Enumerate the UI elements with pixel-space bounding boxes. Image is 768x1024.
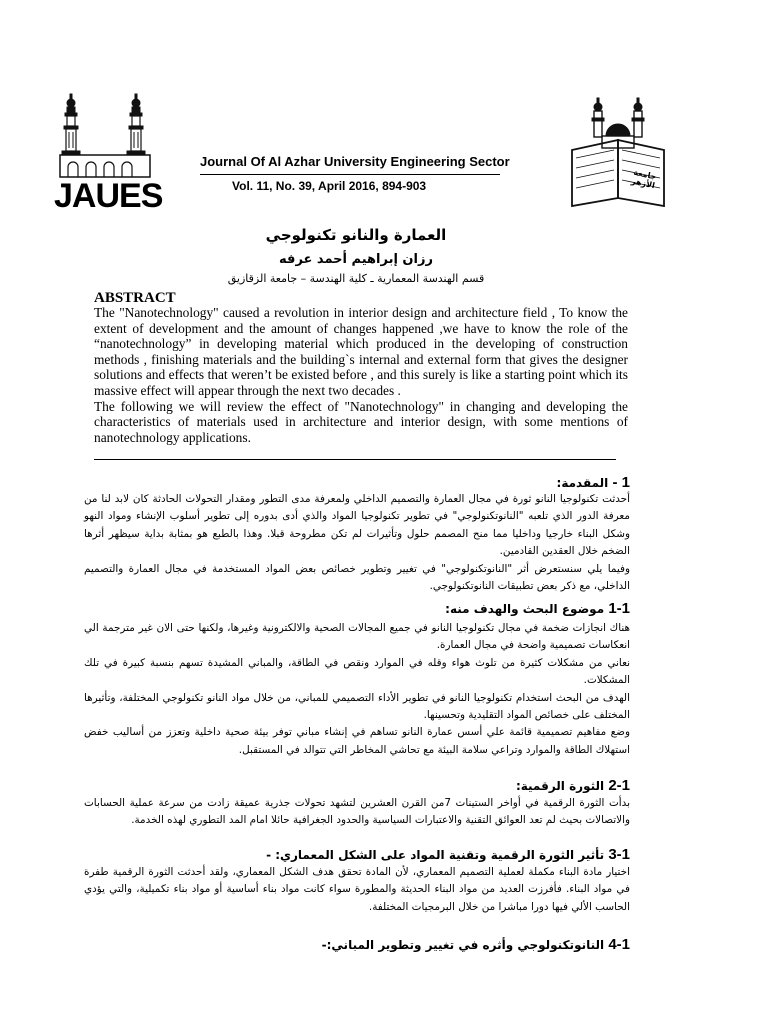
section-body-digital-revolution <box>84 795 630 830</box>
author-affiliation: قسم الهندسة المعمارية ـ كلية الهندسة – جامعة الزقازيق <box>227 272 485 285</box>
abstract-paragraph: The "Nanotechnology" caused a revolution in interior design and architecture field , To know the extent of development and the amount of changes happened ,we have to know the role of the “nanotechnology” in developing material which produced in the developing of construction methods , finishing materials and the building`s internal and external form that gives the designer solutions and effects that weren’t be existed before , and this surely is like a starting point which its massive effect will appear through the next two decades . <box>94 305 628 398</box>
section-heading-introduction <box>557 474 630 491</box>
section-title: موضوع البحث والهدف منه: <box>445 602 605 616</box>
section-paragraph: اختيار مادة البناء مكملة لعملية التصميم المعماري، لأن المادة تحقق هدف الشكل المعماري، ولقد أحدثت الثورة الرقمية طفرة في مواد البناء. فأفرزت العديد من مواد البناء الحديثة والمطورة سواء كانت مواد بناء أساسية أو مواد بناء تكميلية، والتي يؤدي الحاسب الألي فيها دورا مباشرا من خلال البرمجيات المختلفة. <box>84 866 630 913</box>
paper-title: العمارة والنانو تكنولوجي <box>265 226 447 244</box>
abstract-divider <box>94 459 616 460</box>
section-body-digital-impact <box>84 864 630 916</box>
section-paragraph: وفيما يلي سنستعرض أثر "النانوتكنولوجي" في تغيير وتطوير خصائص بعض المواد المستخدمة في مجال العمارة والتصميم الداخلي، مع ذكر بعض تطبيقات النانوتكنولوجي. <box>84 562 630 593</box>
section-paragraph: نعاني من مشكلات كثيرة من تلوث هواء وقله في الموارد ونقص في الطاقة، والمباني المشيدة تسهم بنسبة كبيرة في تلك المشكلات. <box>84 656 630 687</box>
author-name: رزان إبراهيم أحمد عرفه <box>279 252 433 267</box>
section-heading-nanotech-buildings <box>322 936 630 953</box>
section-title: المقدمة: <box>556 476 609 490</box>
jaues-logo-text: JAUES <box>54 177 163 215</box>
section-title: الثورة الرقمية: <box>515 779 605 793</box>
abstract-paragraph: The following we will review the effect of "Nanotechnology" in changing and developing the characteristics of materials used in architecture and interior design, with some mentions of nanotechnology applications. <box>94 398 628 445</box>
journal-title: Journal Of Al Azhar University Engineering Sector <box>200 154 510 169</box>
section-title: تأثير الثورة الرقمية وتقنية المواد على الشكل المعماري: - <box>266 848 605 862</box>
section-number: 1-1 <box>608 600 630 617</box>
section-body-research-topic <box>84 620 630 759</box>
section-title: النانوتكنولوجي وأثره في تغيير وتطوير المباني:- <box>321 938 605 952</box>
section-body-introduction <box>84 491 630 595</box>
section-paragraph: وضع مفاهيم تصميمية قائمة علي أسس عمارة النانو تساهم في إنشاء مباني توفر بيئة صحية داخلية وتعزز من أساليب خفض استهلاك الطاقة والموارد وتراعي سلامة البيئة مع تحاشي المخاطر التي تتوالد في المستقبل. <box>84 726 630 756</box>
header-divider <box>200 174 500 175</box>
section-number: 3-1 <box>608 846 630 863</box>
section-paragraph: هناك انجازات ضخمة في مجال تكنولوجيا النانو في جميع المجالات الصحية والالكترونية وغيرها، ولكنها حتى الان غير مترجمة الي انعكاسات تصميمية واضحة في مجال العمارة. <box>84 622 630 652</box>
section-heading-research-topic <box>445 600 630 617</box>
section-heading-digital-impact <box>266 846 630 863</box>
volume-issue: Vol. 11, No. 39, April 2016, 894-903 <box>232 179 427 193</box>
abstract-heading: ABSTRACT <box>94 290 176 306</box>
section-paragraph: بدأت الثورة الرقمية في أواخر الستينات 7من القرن العشرين لتشهد تحولات جذرية عميقة زادت من سرعة عملية الحسابات والاتصالات بحيث لم تعد العوائق التقنية والاعتبارات السياسية والحدود الجغرافية حائلا امام المد التطوري لهذه الخدمة. <box>84 797 630 827</box>
al-azhar-emblem-icon <box>564 88 674 212</box>
section-paragraph: أحدثت تكنولوجيا النانو ثورة في مجال العمارة والتصميم الداخلي ولمعرفة مدى التطور ومقدار التحولات الحادثة كان لابد لنا من معرفة الدور الذي تلعبه "النانوتكنولوجي" في تطوير تكنولوجيا المواد والذي أدى بدوره إلى تطوير أسلوب الإنشاء ومواد النهو وشكل البناء خارجيا وداخليا مما منح المصمم حلول وتأثيرات لم تكن مطروحة قبلا. وهذا بالطبع هو بمثابة بداية سيظهر أثرها الضخم خلال العقدين القادمين. <box>84 493 630 558</box>
al-azhar-logo-text: جامعة الأزهر <box>630 167 658 191</box>
abstract-body <box>94 305 628 445</box>
section-number: 2-1 <box>608 777 630 794</box>
section-paragraph: الهدف من البحث استخدام تكنولوجيا النانو في تطوير الأداء التصميمي للمباني، من خلال مواد النانو تكنولوجي المختلفة، وتأثيرها المختلف على خصائص المواد التقليدية وتحسينها. <box>84 691 630 722</box>
section-heading-digital-revolution <box>516 777 630 794</box>
section-number: 1 - <box>612 474 630 491</box>
jaues-logo <box>54 92 163 220</box>
section-number: 4-1 <box>608 936 630 953</box>
al-azhar-logo <box>564 88 674 212</box>
